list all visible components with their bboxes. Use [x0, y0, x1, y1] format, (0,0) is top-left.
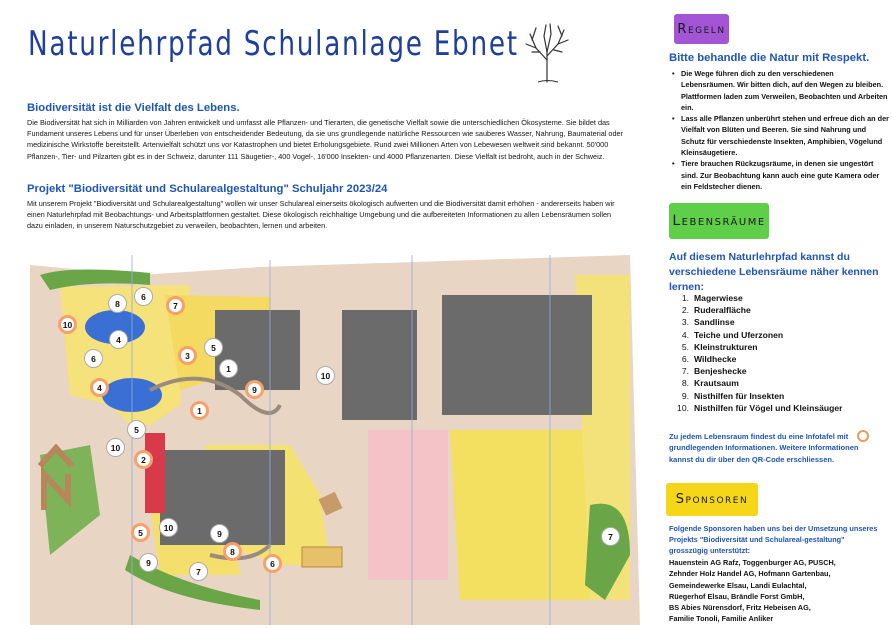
- map-marker[interactable]: 1: [190, 401, 209, 420]
- intro-heading: Biodiversität ist die Vielfalt des Lebens.: [27, 102, 240, 114]
- map-marker[interactable]: 5: [204, 338, 223, 357]
- north-arrow-icon: [36, 444, 76, 514]
- intro-paragraph: Die Biodiversität hat sich in Milliarden von Jahren entwickelt und umfasst alle Pflanzen- und Tierarten, die genetische Vielfalt sowie die unterschiedlichen Ökosysteme. Sie bildet das Fundament unseres Lebens und für unser Überleben von entscheidender Bedeutung, da sie uns grundlegende natürliche Ressourcen wie sauberes Wasser, Nahrung, Baumaterial oder medizinische Wirkstoffe bereitstellt. Artenvielfalt schützt uns vor Katastrophen und bietet Erholungsgebiete. Rund zwei Millionen Arten von Lebewesen weltweit sind bekannt. 50'000 Pflanzen-, Tier- und Pilzarten gibt es in der Schweiz, darunter 111 Säugetier-, 400 Vogel-, 16'000 Insekten- und 4000 Pflanzenarten. Diese Vielfalt ist bedroht, auch in der Schweiz.: [27, 118, 624, 161]
- habitat-item: 8. Krautsaum: [681, 378, 739, 389]
- sponsor-line: Familie Tonoli, Familie Anliker: [669, 614, 774, 624]
- habitat-item: 5. Kleinstrukturen: [681, 341, 758, 352]
- map-marker[interactable]: 9: [210, 524, 229, 543]
- map-marker[interactable]: 9: [139, 553, 158, 572]
- map-marker[interactable]: 10: [159, 518, 178, 537]
- map-marker[interactable]: 5: [127, 420, 146, 439]
- map-marker[interactable]: 8: [223, 542, 242, 561]
- habitat-item: 7. Benjeshecke: [681, 366, 747, 377]
- map-marker[interactable]: 2: [134, 450, 153, 469]
- rule-item: • Tiere brauchen Rückzugsräume, in denen sie ungestört sind. Zur Beobachtung kann auch eine gute Kamera oder ein Feldstecher dienen.: [681, 158, 889, 192]
- habitat-item: 10. Nisthilfen für Vögel und Kleinsäuger: [677, 402, 843, 413]
- habitat-item: 2. Ruderalfläche: [681, 305, 751, 316]
- map-marker[interactable]: 4: [109, 330, 128, 349]
- regeln-tag: Regeln: [674, 14, 729, 44]
- sponsor-line: Rüegerhof Elsau, Brändle Forst GmbH,: [669, 591, 805, 601]
- habitat-item: 3. Sandlinse: [681, 317, 735, 328]
- map-marker[interactable]: 5: [131, 523, 150, 542]
- rule-item: • Lass alle Pflanzen unberührt stehen und erfreue dich an der Vielfalt von Blüten und Beeren. Sie sind Nahrung und Schutz für verschiedenste Insekten, Amphibien, Vögelund Kleinsäugetiere.: [681, 113, 889, 158]
- tree-icon: [522, 22, 572, 84]
- map-marker[interactable]: 6: [134, 287, 153, 306]
- map-marker[interactable]: 7: [189, 562, 208, 581]
- info-marker-icon: [857, 430, 869, 442]
- map-marker[interactable]: 10: [106, 438, 125, 457]
- sponsor-line: Zehnder Holz Handel AG, Hofmann Gartenbau,: [669, 569, 831, 579]
- project-paragraph: Mit unserem Projekt "Biodiversität und Schularealgestaltung" wollen wir unser Schulareal einerseits ökologisch aufwerten und die Biodiversität damit erhöhen - andererseits haben wir einen Naturlehrpfad mit Beobachtungs- und Arbeitsplattformen gestaltet. Diese ökologisch reichhaltige Umgebung und die aufbereiteten Informationen zu allen Lebensräumen sollen dazu einladen, in unserem Naturschutzgebiet zu verweilen, beobachten, lernen und arbeiten.: [27, 199, 615, 231]
- habitat-item: 4. Teiche und Uferzonen: [681, 329, 784, 340]
- map-marker[interactable]: 8: [108, 294, 127, 313]
- info-note: Zu jedem Lebensraum findest du eine Infotafel mit grundlegenden Informationen. Weitere Informationen kannst du dir über den QR-Code erschliessen.: [669, 432, 859, 464]
- map-marker[interactable]: 1: [219, 359, 238, 378]
- habitat-item: 6. Wildhecke: [681, 354, 737, 365]
- sponsors-intro: Folgende Sponsoren haben uns bei der Umsetzung unseres Projekts "Biodiversität und Schulareal-gestaltung" grosszügig unterstützt:: [669, 524, 878, 555]
- map-marker[interactable]: 10: [58, 315, 77, 334]
- map-marker[interactable]: 6: [263, 554, 282, 573]
- habitat-item: 9. Nisthilfen für Insekten: [681, 390, 785, 401]
- map-marker[interactable]: 7: [166, 296, 185, 315]
- map-marker[interactable]: 9: [245, 380, 264, 399]
- sponsors-list: [669, 557, 884, 625]
- rules-list: [669, 68, 889, 192]
- sponsor-line: BS Abies Nürensdorf, Fritz Hebeisen AG,: [669, 603, 811, 613]
- habitats-heading: Auf diesem Naturlehrpfad kannst du verschiedene Lebensräume näher kennen lernen:: [669, 251, 879, 293]
- map-marker[interactable]: 3: [178, 346, 197, 365]
- page-title: Naturlehrpfad Schulanlage Ebnet: [28, 24, 519, 64]
- sponsor-line: Gemeindewerke Elsau, Landi Eulachtal,: [669, 580, 807, 590]
- rule-item: • Die Wege führen dich zu den verschiedenen Lebensräumen. Wir bitten dich, auf den Wegen zu bleiben. Plattformen laden zum Verweilen, Beobachten und Arbeiten ein.: [681, 68, 889, 113]
- habitats-list: [669, 292, 843, 414]
- project-heading: Projekt "Biodiversität und Schularealgestaltung" Schuljahr 2023/24: [27, 183, 388, 195]
- habitat-item: 1. Magerwiese: [681, 293, 743, 303]
- rules-heading: Bitte behandle die Natur mit Respekt.: [669, 52, 870, 64]
- lebensraeume-tag: Lebensräume: [669, 203, 769, 239]
- map-marker[interactable]: 4: [90, 378, 109, 397]
- map-marker[interactable]: 6: [84, 349, 103, 368]
- sponsor-line: Hauenstein AG Rafz, Toggenburger AG, PUSCH,: [669, 558, 836, 567]
- map-marker[interactable]: 7: [601, 527, 620, 546]
- sponsoren-tag: Sponsoren: [666, 483, 758, 516]
- map-marker[interactable]: 10: [316, 366, 335, 385]
